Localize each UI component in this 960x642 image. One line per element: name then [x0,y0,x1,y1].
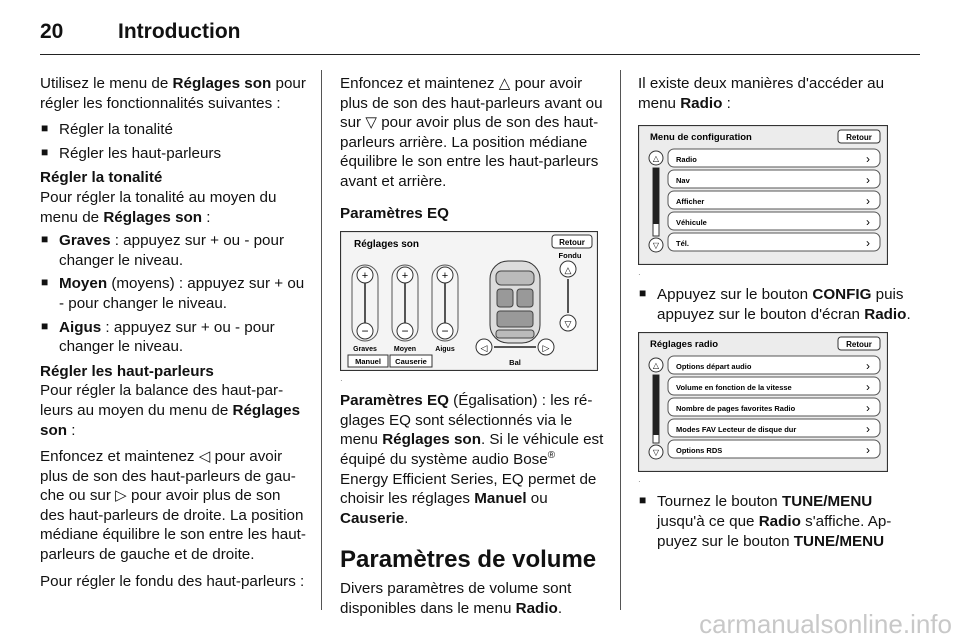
back-button-label: Retour [846,340,872,350]
menu-item-radio[interactable] [668,149,880,167]
page-title: Introduction [118,20,241,43]
speakers-paragraph: Pour régler la balance des haut-parleurs au moyen du menu de Réglages son : [40,382,301,439]
chevron-right-icon: › [866,359,870,374]
svg-text:◁: ◁ [480,343,488,354]
svg-text:△: △ [564,265,572,276]
chevron-right-icon: › [866,194,870,209]
treble-label: Aigus [435,346,455,354]
svg-text:−: − [401,324,409,339]
menu-item-rds[interactable] [668,440,880,458]
svg-text:▽: ▽ [652,448,660,458]
speakers-heading: Régler les haut-parleurs [40,362,214,380]
volume-heading: Paramètres de volume [340,546,597,574]
svg-text:Radio: Radio [676,155,697,165]
chevron-right-icon: › [866,152,870,167]
screen-title: Menu de configuration [650,132,752,144]
column-2 [340,74,605,626]
car-top-view-icon [490,261,540,343]
menu-item-display[interactable] [668,191,880,209]
volume-paragraph: Divers paramètres de volume sont disponibles dans le menu Radio. [340,580,572,617]
list-item: ■ Régler la tonalité [40,120,308,140]
list-item: ■ Tournez le bouton TUNE/MENU jusqu'à ce que Radio s'affiche. Appuyez sur le bouton TUNE/MENU [638,492,920,551]
menu-item-hdd-fav[interactable] [668,419,880,437]
screen-title: Réglages son [354,239,420,251]
watermark: carmanualsonline.info [699,609,952,639]
sound-settings-screen [340,231,605,371]
eq-heading: Paramètres EQ [340,204,449,222]
svg-text:▷: ▷ [542,343,550,354]
intro-paragraph: Utilisez le menu de Réglages son pour régler les fonctionnalités suivantes : [40,75,306,112]
config-menu-screen [638,125,920,265]
svg-text:Véhicule: Véhicule [676,218,707,228]
tone-heading: Régler la tonalité [40,169,163,187]
chevron-right-icon: › [866,422,870,437]
column-divider [321,70,322,610]
menu-item-phone[interactable] [668,233,880,251]
menu-item-vehicle[interactable] [668,212,880,230]
svg-text:+: + [401,270,409,283]
svg-text:△: △ [652,154,660,164]
fade-label: Fondu [558,251,582,261]
access-intro-paragraph: Il existe deux manières d'accéder au menu Radio : [638,75,885,112]
figure-mark: · [638,270,641,280]
page-number: 20 [40,20,64,43]
scrollbar-thumb[interactable] [653,168,659,224]
menu-item-audio-start[interactable] [668,356,880,374]
chevron-right-icon: › [866,236,870,251]
talk-button-label: Causerie [395,357,427,367]
svg-text:▽: ▽ [564,319,572,330]
step-list [638,285,920,324]
svg-text:Nav: Nav [676,176,690,186]
svg-text:Modes FAV Lecteur de disque du: Modes FAV Lecteur de disque dur [676,425,797,435]
feature-list [40,120,308,163]
menu-item-fav-pages[interactable] [668,398,880,416]
chevron-right-icon: › [866,215,870,230]
list-item: ■ Moyen (moyens) : appuyez sur + ou - pour changer le niveau. [40,274,308,313]
svg-text:Options RDS: Options RDS [676,446,723,456]
back-button-label: Retour [559,238,585,248]
svg-text:Tél.: Tél. [676,239,689,249]
svg-text:△: △ [652,361,660,371]
fade-paragraph: Enfoncez et maintenez △ pour avoir plus de son des haut-parleurs avant ou sur ▽ pour avoir plus de son des haut-parleurs arrière. La position médiane équilibre le son entre les haut-parleurs avant et arrière. [340,75,603,190]
page-header [40,14,920,55]
menu-item-nav[interactable] [668,170,880,188]
chevron-right-icon: › [866,380,870,395]
list-item: ■ Appuyez sur le bouton CONFIG puis appuyez sur le bouton d'écran Radio. [638,285,920,324]
back-button-label: Retour [846,133,872,143]
figure-mark: · [638,477,641,487]
svg-text:Afficher: Afficher [676,197,705,207]
list-item: ■ Aigus : appuyez sur + ou - pour changer le niveau. [40,318,308,357]
balance-paragraph: Enfoncez et maintenez ◁ pour avoir plus de son des haut-parleurs de gauche ou sur ▷ pour avoir plus de son des haut-parleurs de droite. La position médiane équilibre le son entre les haut-parleurs de gauche et de droite. [40,448,306,564]
list-item: ■ Graves : appuyez sur + ou - pour changer le niveau. [40,231,308,270]
column-3 [638,74,920,556]
manual-button-label: Manuel [355,357,381,367]
svg-text:▽: ▽ [652,241,660,251]
balance-label: Bal [509,358,521,368]
radio-settings-screen [638,332,920,472]
mid-label: Moyen [393,346,417,354]
screen-title: Réglages radio [650,339,719,351]
fade-intro-paragraph: Pour régler le fondu des haut-parleurs : [40,572,305,590]
svg-text:+: + [361,270,369,283]
svg-text:−: − [441,324,449,339]
svg-text:Nombre de pages favorites Radi: Nombre de pages favorites Radio [676,404,796,414]
chevron-right-icon: › [866,173,870,188]
figure-mark: · [340,376,343,386]
svg-text:−: − [361,324,369,339]
list-item: ■ Régler les haut-parleurs [40,144,308,164]
svg-text:+: + [441,270,449,283]
column-1 [40,74,308,598]
scrollbar-thumb[interactable] [653,375,659,435]
svg-text:Options départ audio: Options départ audio [676,362,752,372]
tone-list [40,231,308,357]
step-list [638,492,920,551]
chevron-right-icon: › [866,401,870,416]
menu-item-speed-volume[interactable] [668,377,880,395]
chevron-right-icon: › [866,443,870,458]
tone-paragraph: Pour régler la tonalité au moyen du menu de Réglages son : [40,188,277,226]
bass-label: Graves [353,346,377,354]
eq-paragraph: Paramètres EQ (Égalisation) : les réglages EQ sont sélectionnés via le menu Réglages son. Si le véhicule est équipé du système audio Bose® Energy Efficient Series, EQ permet de choisir les réglages Manuel ou Causerie. [340,392,604,527]
svg-text:Volume en fonction de la vites: Volume en fonction de la vitesse [676,383,792,393]
column-divider [620,70,621,610]
